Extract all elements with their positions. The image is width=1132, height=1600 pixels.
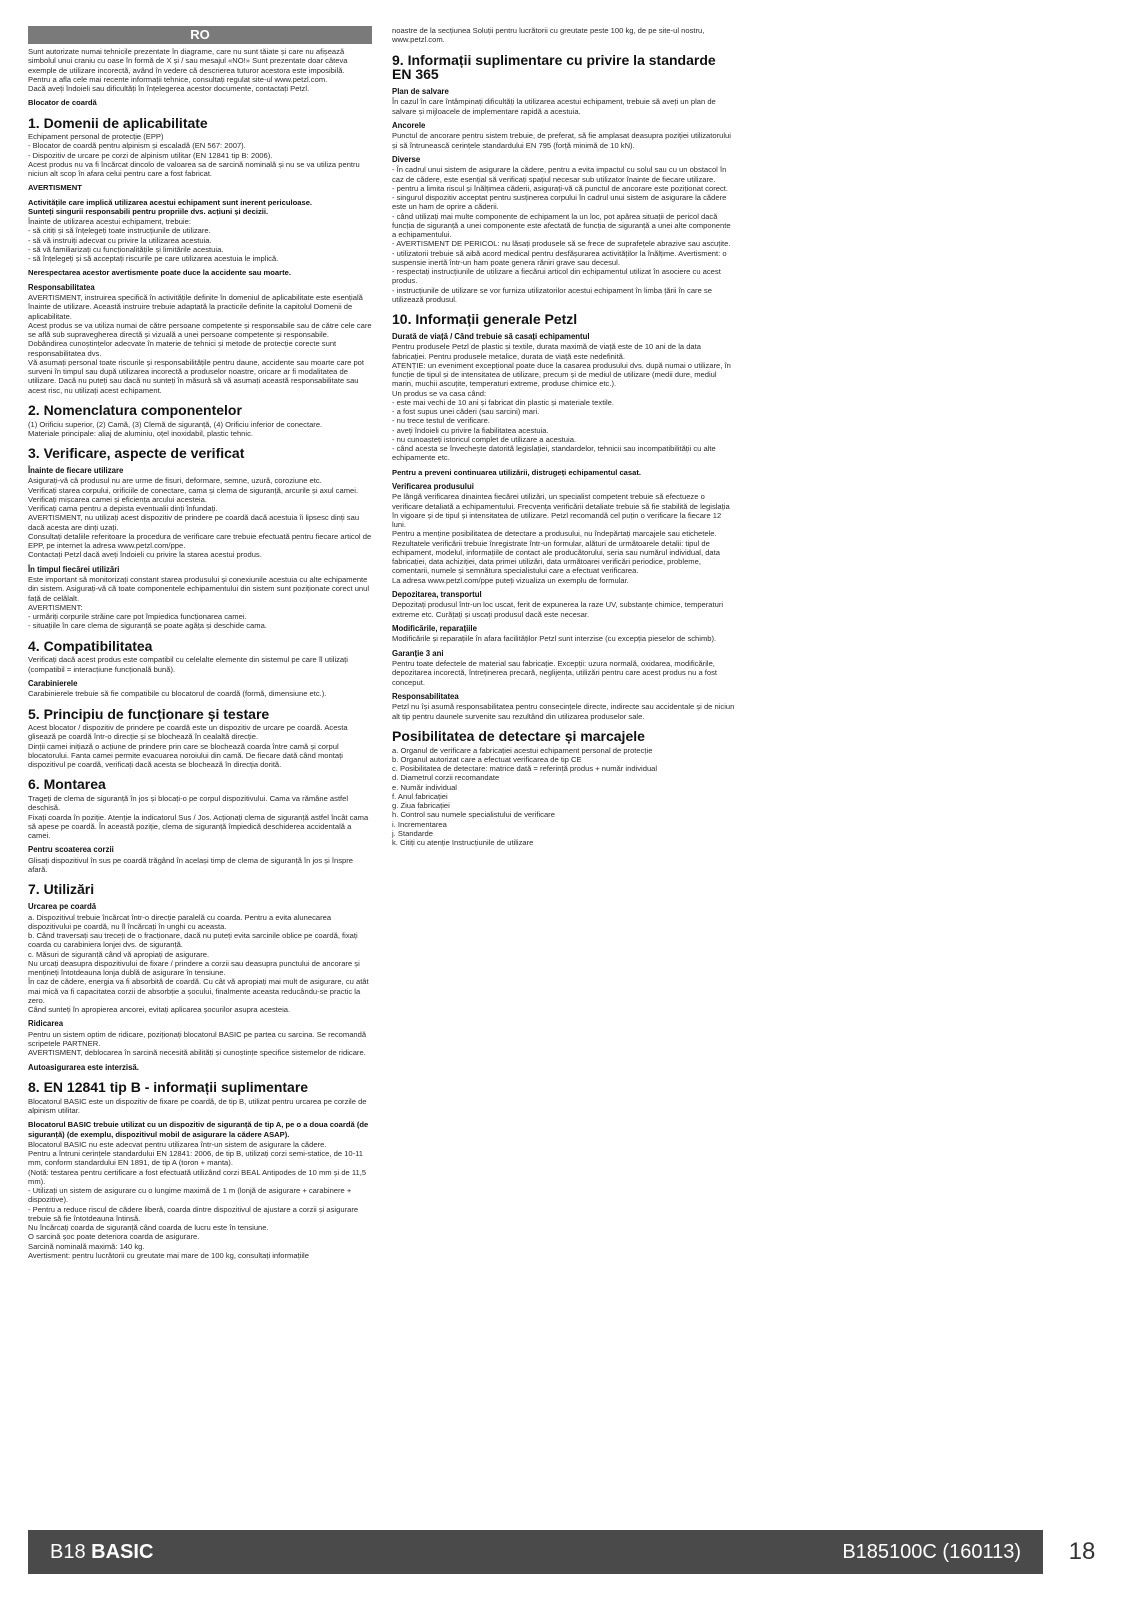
product-model	[50, 1530, 153, 1574]
subsection-heading: Ancorele	[392, 120, 426, 130]
paragraph: Modificările și reparațiile în afara facilităților Petzl sunt interzise (cu excepția pieselor de schimb).	[392, 634, 717, 644]
paragraph: Petzl nu își asumă responsabilitatea pentru consecințele directe, indirecte sau accidentale și de niciun alt tip pentru daunele survenite sau rezultând din utilizarea produselor sale.	[392, 702, 735, 721]
subsection-heading: Pentru scoaterea corzii	[28, 845, 114, 855]
right-column	[392, 26, 736, 847]
subsection-heading: Responsabilitatea	[28, 282, 95, 292]
subsection-heading: Urcarea pe coardă	[28, 902, 97, 912]
section-heading: 6. Montarea	[28, 776, 106, 793]
paragraph: Este important să monitorizați constant starea produsului și conexiunile acestuia cu alte echipamente din sistem. Asigurați-vă că toate componentele echipamentului din sistem sunt poziționate corect unul față de celălalt. AVERTISMENT: - urmăriți corpurile străine care pot împiedica funcționarea camei. - situațiile în care clema de siguranță se poate agăța și deschide cama.	[28, 575, 370, 631]
subsection-heading: Diverse	[392, 154, 421, 164]
paragraph: (1) Orificiu superior, (2) Camă, (3) Clemă de siguranță, (4) Orificiu inferior de conectare. Materiale principale: aliaj de aluminiu, oțel inoxidabil, plastic tehnic.	[28, 419, 323, 438]
paragraph: Trageți de clema de siguranță în jos și blocați-o pe corpul dispozitivului. Cama va rămâne astfel deschisă. Fixați coarda în poziție. Atenție la indicatorul Sus / Jos. Acționați clema de siguranță astfel încât cama să apese pe coardă. În această poziție, clema de siguranță împiedică deschiderea accidentală a camei.	[28, 794, 369, 841]
paragraph: - În cadrul unui sistem de asigurare la cădere, pentru a evita impactul cu solul sau cu un obstacol în caz de cădere, este esențial să verificați spațiul necesar sub utilizator înainte de fiecare utilizare. - pentru a limita riscul și înălțimea căderii, asigurați-vă că punctul de ancorare este poziționat corect. - singurul dispozitiv acceptat pentru susținerea corpului în cadrul unui sistem de asigurare la cădere este un ham de oprire a căderii. - când utilizați mai multe componente de echipament la un loc, pot apărea situații de pericol dacă funcția de siguranță a unei componente este afectată de funcția de siguranță a unei alte componente a echipamentului. - AVERTISMENT DE PERICOL: nu lăsați produsele să se frece de suprafețele abrazive sau ascuțite. - utilizatorii trebuie să aibă acord medical pentru desfășurarea activităților la înălțime. Avertisment: o suspensie inertă într-un ham poate genera răniri grave sau decesul. - respectați instrucțiunile de utilizare a fiecărui articol din echipamentul utilizat în asociere cu acest produs. - instrucțiunile de utilizare se vor furniza utilizatorilor acestui echipament în limba țării în care se utilizează produsul.	[392, 165, 731, 304]
subsection-heading: Ridicarea	[28, 1019, 64, 1029]
subsection-heading: Autoasigurarea este interzisă.	[28, 1062, 139, 1072]
paragraph: a. Organul de verificare a fabricației acestui echipament personal de protecție b. Organul autorizat care a efectuat verificarea de tip CE c. Posibilitatea de detectare: matrice dată = referință produs + număr individual d. Diametrul corzii recomandate e. Număr individual f. Anul fabricației g. Ziua fabricației h. Control sau numele specialistului de verificare i. Incrementarea j. Standarde k. Citiți cu atenție Instrucțiunile de utilizare	[392, 745, 658, 847]
subsection-heading: Depozitarea, transportul	[392, 589, 482, 599]
section-heading: Posibilitatea de detectare și marcajele	[392, 727, 645, 744]
subsection-heading: Garanție 3 ani	[392, 648, 444, 658]
paragraph: În cazul în care întâmpinați dificultăți la utilizarea acestui echipament, trebuie să aveți un plan de salvare și mijloacele de implementare rapidă a acestuia.	[392, 97, 716, 116]
subsection-heading: Verificarea produsului	[392, 481, 474, 491]
subsection-heading: Durată de viață / Când trebuie să casați echipamentul	[392, 331, 590, 341]
bold-notice: Blocatorul BASIC trebuie utilizat cu un dispozitiv de siguranță de tip A, pe o a doua coardă (de siguranță) (de exemplu, dispozitivul mobil de asigurare la cădere ASAP).	[28, 1120, 369, 1139]
paragraph: a. Dispozitivul trebuie încărcat într-o direcție paralelă cu coarda. Pentru a evita alunecarea dispozitivului pe coardă, nu îl încărcați în unghi cu aceasta. b. Când traversați sau treceți de o fracționare, dacă nu puteți evita sarcinile oblice pe coardă, fixați coarda cu carabiniera lonjei dvs. de siguranță. c. Măsuri de siguranță când vă apropiați de asigurare. Nu urcați deasupra dispozitivului de fixare / prindere a corzii sau deasupra punctului de ancorare și mențineți întotdeauna lonja dublă de asigurare în tensiune. În caz de cădere, energia va fi absorbită de coardă. Cu cât vă apropiați mai mult de asigurare, cu atât mai mică va fi capacitatea corzii de absorbție a șocului, finalmente aceasta reducându-se practic la zero. Când sunteți în apropierea ancorei, evitați aplicarea șocurilor asupra acesteia.	[28, 912, 369, 1015]
left-column-content	[28, 47, 372, 1260]
section-heading: 8. EN 12841 tip B - informații suplimentare	[28, 1079, 309, 1096]
section-heading: 2. Nomenclatura componentelor	[28, 401, 242, 418]
subsection-heading: În timpul fiecărei utilizări	[28, 564, 120, 574]
bold-notice: Nerespectarea acestor avertismente poate duce la accidente sau moarte.	[28, 268, 291, 278]
paragraph: Pentru un sistem optim de ridicare, poziționați blocatorul BASIC pe partea cu sarcina. Se recomandă scripetele PARTNER. AVERTISMENT, deblocarea în sarcină necesită abilități și cunoștințe specifice sistemelor de ridicare.	[28, 1029, 367, 1058]
section-heading: 5. Principiu de funcționare și testare	[28, 705, 270, 722]
subsection-heading: Înainte de fiecare utilizare	[28, 465, 124, 475]
paragraph: Asigurați-vă că produsul nu are urme de fisuri, deformare, semne, uzură, coroziune etc. Verificați starea corpului, orificiile de conectare, cama și clema de siguranță, arcurile și axul camei. Verificați mișcarea camei și eficiența arcului acesteia. Verificați cama pentru a depista eventualii dinți înfundați. AVERTISMENT, nu utilizați acest dispozitiv de prindere pe coardă dacă acestuia îi lipsesc dinți sau dacă acesta are dinți uzați. Consultați detaliile referitoare la procedura de verificare care trebuie efectuată pentru fiecare articol de EPP, pe internet la adresa www.petzl.com/ppe. Contactați Petzl dacă aveți îndoieli cu privire la starea acestui produs.	[28, 476, 372, 560]
left-column	[28, 26, 372, 1260]
paragraph: noastre de la secțiunea Soluții pentru lucrătorii cu greutate peste 100 kg, de pe site-ul nostru, www.petzl.com.	[392, 26, 705, 45]
paragraph: Pentru produsele Petzl de plastic și textile, durata maximă de viață este de 10 ani de la data fabricației. Pentru produsele metalice, durata de viață este nedefinită. ATENȚIE: un eveniment excepțional poate duce la casarea produsului dvs. după numai o utilizare, în funcție de tipul și de intensitatea de utilizare, precum și de mediul de utilizare (medii dure, mediul marin, muchii ascuțite, temperaturi extreme, produse chimice etc.). Un produs se va casa când: - este mai vechi de 10 ani și fabricat din plastic și materiale textile. - a fost supus unei căderi (sau sarcini) mari. - nu trece testul de verificare. - aveți îndoieli cu privire la fiabilitatea acestuia. - nu cunoașteți istoricul complet de utilizare a acestuia. - când acesta se învechește datorită legislației, standardelor, tehnicii sau incompatibilității cu alte echipamente etc.	[392, 342, 731, 463]
paragraph: Acest blocator / dispozitiv de prindere pe coardă este un dispozitiv de urcare pe coardă. Acesta glisează pe coardă într-o direcție și se blochează în cealaltă direcție. Dinții camei inițiază o acțiune de prindere prin care se blochează coarda între camă și corpul blocatorului. Fanta camei permite evacuarea noroiului din camă. De fiecare dată când montați dispozitivul pe coardă, verificați dacă acesta se blochează în direcția dorită.	[28, 723, 348, 770]
page-number: 18	[1068, 1538, 1096, 1565]
document-code: B185100C (160113)	[842, 1541, 1021, 1563]
paragraph: AVERTISMENT, instruirea specifică în activitățile definite în domeniul de aplicabilitate este esențială înainte de utilizare. Această instruire trebuie adaptată la practicile definite la capitolul Domenii de aplicabilitate. Acest produs se va utiliza numai de către persoane competente și responsabile sau de către cele care se află sub supravegherea directă și vizuală a unei persoane competente și responsabile. Dobândirea cunoștințelor adecvate în materie de tehnici și metode de protecție corecte sunt responsabilitatea dvs. Vă asumați personal toate riscurile și responsabilitățile pentru daune, accidente sau moarte care pot surveni în timpul sau după utilizarea incorectă a produselor noastre, oricare ar fi modalitatea de utilizare. Dacă nu puteți sau dacă nu sunteți în măsură să vă asumați această responsabilitate sau acest risc, nu utilizați acest echipament.	[28, 293, 372, 395]
paragraph: Glisați dispozitivul în sus pe coardă trăgând în același timp de clema de siguranță în jos și înspre afară.	[28, 855, 354, 875]
section-heading: 10. Informații generale Petzl	[392, 311, 578, 328]
subsection-heading: Modificările, reparațiile	[392, 623, 477, 633]
paragraph: Depozitați produsul într-un loc uscat, ferit de expunerea la raze UV, substanțe chimice, temperaturi extreme etc. Curățați și uscați produsul dacă este necesar.	[392, 600, 724, 619]
model-name: BASIC	[91, 1541, 154, 1563]
section-heading: 9. Informații suplimentare cu privire la standarde EN 365	[392, 51, 716, 83]
subsection-heading: Responsabilitatea	[392, 691, 459, 701]
paragraph: Pentru toate defectele de material sau fabricație. Excepții: uzura normală, oxidarea, modificările, depozitarea incorectă, întreținerea precară, neglijența, utilizări pentru care acest produs nu a fost conceput.	[392, 659, 718, 687]
bold-notice: Activitățile care implică utilizarea acestui echipament sunt inerent periculoase. Sunteți singurii responsabili pentru propriile dvs. acțiuni și decizii.	[28, 197, 313, 216]
bold-notice: AVERTISMENT	[28, 183, 82, 193]
paragraph: Blocatorul BASIC nu este adecvat pentru utilizarea într-un sistem de asigurare la cădere. Pentru a întruni cerințele standardului EN 12841: 2006, de tip B, utilizați corzi semi-statice, de 10-11 mm, conform standardului EN 1891, de tip A (toron + manta). (Notă: testarea pentru certificare a fost efectuată utilizând corzi BEAL Antipodes de 10 mm și de 11,5 mm). - Utilizați un sistem de asigurare cu o lungime maximă de 1 m (lonjă de asigurare + carabinere + dispozitive). - Pentru a reduce riscul de cădere liberă, coarda dintre dispozitivul de ajustare a corzii și asigurare trebuie să fie întotdeauna întinsă. Nu încărcați coarda de siguranță când coarda de lucru este în tensiune. O sarcină șoc poate deteriora coarda de asigurare. Sarcină nominală maximă: 140 kg. Avertisment: pentru lucrătorii cu greutate mai mare de 100 kg, consultați informațiile	[28, 1139, 367, 1260]
section-heading: 7. Utilizări	[28, 881, 95, 898]
subsection-heading: Carabinierele	[28, 678, 78, 688]
section-heading: 3. Verificare, aspecte de verificat	[28, 445, 245, 462]
right-column-content	[392, 26, 736, 847]
paragraph: Echipament personal de protecție (EPP) - Blocator de coardă pentru alpinism și escaladă (EN 567: 2007). - Dispozitiv de urcare pe corzi de alpinism utilitar (EN 12841 tip B: 2006). Acest produs nu va fi încărcat dincolo de valoarea sa de sarcină nominală și nu se va utiliza pentru niciun alt scop în afara celui pentru care a fost fabricat.	[28, 132, 360, 179]
paragraph: Pe lângă verificarea dinaintea fiecărei utilizări, un specialist competent trebuie să efectueze o verificare detaliată a echipamentului. Frecvența verificării detaliate trebuie să fie stabilită de legislația în vigoare și de tipul și intensitatea de utilizare. Petzl recomandă cel puțin o verificare la fiecare 12 luni. Pentru a menține posibilitatea de detectare a produsului, nu îndepărtați marcajele sau etichetele. Rezultatele verificării trebuie înregistrate într-un formular, alături de următoarele detalii: tipul de echipament, modelul, informațiile de contact ale producătorului, seria sau numărul individual, data fabricației, data achiziției, data primei utilizări, data următoarei verificări periodice, probleme, comentarii, numele și semnătura specialistului care a efectuat verificarea. La adresa www.petzl.com/ppe puteți vizualiza un exemplu de formular.	[392, 492, 730, 585]
paragraph: Punctul de ancorare pentru sistem trebuie, de preferat, să fie amplasat deasupra poziției utilizatorului și să întrunească cerințele standardului EN 795 (forță minimă de 10 kN).	[392, 131, 731, 150]
subsection-heading: Plan de salvare	[392, 86, 449, 96]
footer-bar	[28, 1530, 1043, 1574]
paragraph: Carabinierele trebuie să fie compatibile cu blocatorul de coardă (formă, dimensiune etc.).	[28, 689, 327, 699]
paragraph: Blocatorul BASIC este un dispozitiv de fixare pe coardă, de tip B, utilizat pentru urcarea pe corzile de alpinism utilitar.	[28, 1096, 367, 1115]
bold-notice: Pentru a preveni continuarea utilizării, distrugeți echipamentul casat.	[392, 467, 641, 477]
paragraph: Verificați dacă acest produs este compatibil cu celelalte elemente din sistemul pe care îl utilizați (compatibil = interacțiune funcțională bună).	[28, 655, 348, 674]
paragraph: Sunt autorizate numai tehnicile prezentate în diagrame, care nu sunt tăiate și care nu afișează simbolul unui craniu cu oase în formă de X și / sau mesajul «NO!» Sunt prezentate doar câteva exemple de utilizare incorectă, având în vedere că descrierea tuturor acestora este imposibilă. Pentru a afla cele mai recente informații tehnice, consultați regulat site-ul www.petzl.com. Dacă aveți îndoieli sau dificultăți în înțelegerea acestor documente, contactați Petzl.	[28, 47, 348, 93]
model-prefix: B18	[50, 1541, 86, 1563]
section-heading: 4. Compatibilitatea	[28, 637, 153, 654]
section-heading: 1. Domenii de aplicabilitate	[28, 114, 208, 131]
bold-notice: Blocator de coardă	[28, 98, 97, 108]
language-header: RO	[28, 26, 372, 44]
paragraph: Înainte de utilizarea acestui echipament, trebuie: - să citiți și să înțelegeți toate instrucțiunile de utilizare. - să vă instruiți adecvat cu privire la utilizarea acestuia. - să vă familiarizați cu funcționalitățile și limitările acestuia. - să înțelegeți și să acceptați riscurile pe care utilizarea acestuia le implică.	[28, 217, 279, 264]
